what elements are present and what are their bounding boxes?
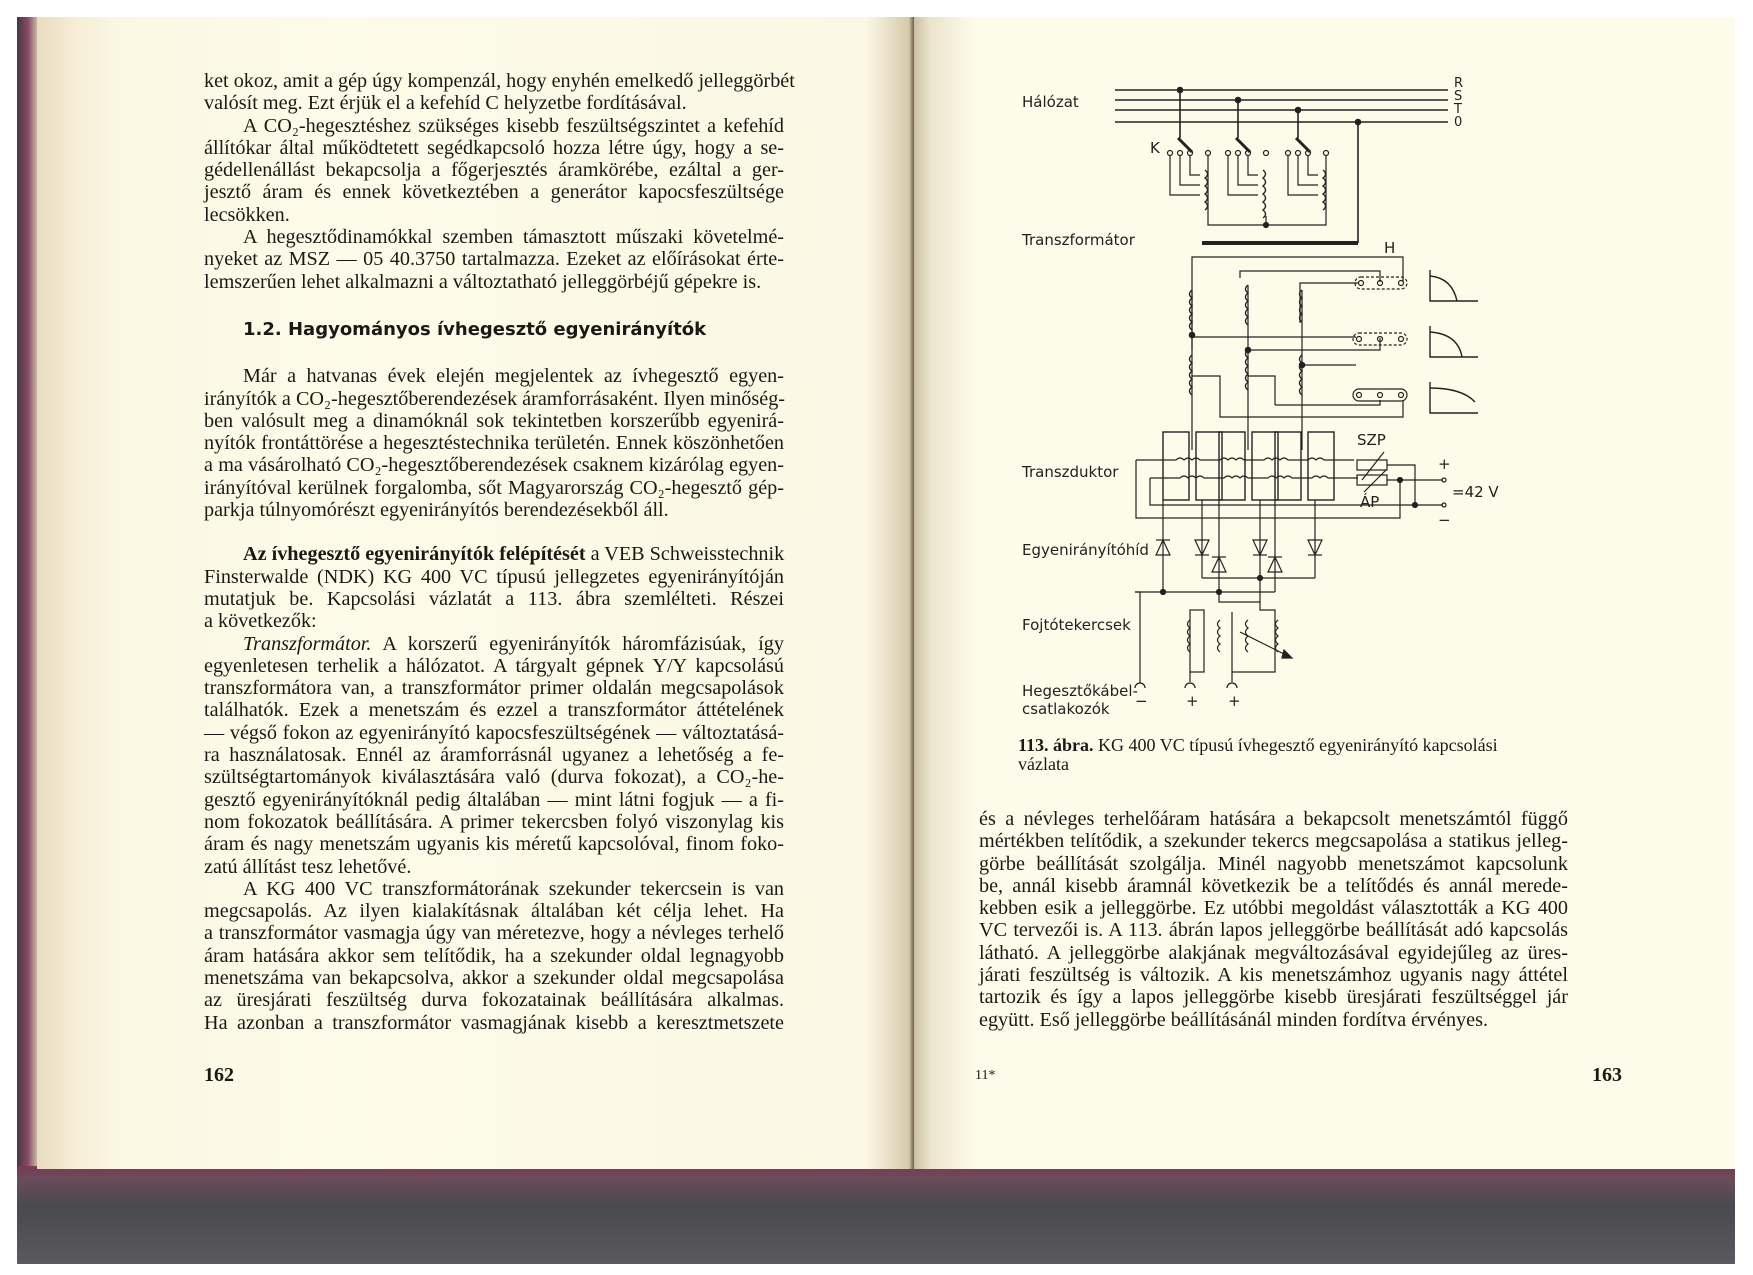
text-line: menetszáma van bekapcsolva, akkor a szekunder oldal megcsapolása (204, 966, 784, 989)
text-line: a következők: (204, 610, 317, 633)
text-line: állítókar által működtetett segédkapcsoló hozza létre úgy, hogy a se- (204, 136, 784, 159)
text-line: zatú állítást tesz lehetővé. (204, 855, 412, 878)
text-line: görbe beállítását szolgálja. Minél nagyobb menetszámot kapcsolunk (979, 852, 1568, 875)
text-line: ket okoz, amit a gép úgy kompenzál, hogy enyhén emelkedő jelleggörbét (204, 70, 795, 92)
text-line: megcsapolás. Az ilyen kialakításnak általában két célja lehet. Ha (204, 900, 784, 923)
text-line: áram és nagy menetszám ugyanis kis méretű kapcsolóval, finom foko- (204, 833, 784, 856)
text-line: mutatjuk be. Kapcsolási vázlatát a 113. ábra szemlélteti. Részei (204, 587, 784, 610)
text-line: nom fokozatok beállítására. A primer tekercsben folyó viszonylag kis (204, 810, 784, 833)
label-plus: + (1438, 455, 1451, 473)
text-line (204, 633, 784, 655)
bold-lead: Az ívhegesztő egyenirányítók felépítését (243, 543, 586, 566)
label-0: 0 (1454, 115, 1463, 130)
connector-minus: − (1135, 692, 1148, 710)
label-voltage: =42 V (1452, 483, 1499, 501)
text-line: az üresjárati feszültség durva fokozatainak beállítására alkalmas. (204, 989, 784, 1012)
tap-switches (1178, 138, 1310, 152)
right-page-text (979, 808, 1568, 1031)
book-cover-bottom (17, 1166, 1735, 1264)
label-transzformator: Transzformátor (1022, 231, 1135, 249)
text-line: egyenletesen terhelik a hálózatot. A tárgyalt gépnek Y/Y kapcsolású (204, 654, 784, 677)
label-h: H (1384, 239, 1396, 257)
label-transzduktor: Transzduktor (1022, 463, 1119, 481)
primary-wiring (1170, 156, 1326, 228)
text-line: be, annál kisebb áramnál következik be a telítődés és annál merede- (979, 874, 1568, 897)
figure-caption (1018, 736, 1578, 774)
text-line: A KG 400 VC transzformátorának szekunder tekercsein is van (243, 877, 784, 900)
text-line: ben valósult meg a dinamóknál sok tekintetben korszerűbb egyenirá- (204, 409, 784, 432)
text-line: találhatók. Ezek a menetszám és ezzel a transzformátor áttételének (204, 699, 784, 722)
label-csatlakozok: csatlakozók (1022, 700, 1110, 718)
label-ap: ÁP (1360, 493, 1380, 511)
secondary-wiring (1192, 257, 1403, 417)
book-cover-edge (17, 17, 37, 1177)
label-r: R (1454, 76, 1464, 91)
text-line: együtt. Eső jelleggörbe beállításánál minden fordítva érvényes. (979, 1008, 1489, 1031)
text-line (204, 543, 784, 565)
connector-plus-1: + (1186, 692, 1199, 710)
circuit-diagram (1000, 60, 1560, 710)
text-line: lemszerűen lehet alkalmazni a változtatható jelleggörbéjű gépekre is. (204, 270, 762, 293)
text-line: irányítóval kerülnek forgalomba, sőt Magyarország CO₂-hegesztő gép- (204, 476, 784, 499)
phase-taps (1178, 88, 1361, 244)
mains-lines (1115, 90, 1448, 122)
text-line: nyítók frontáttörése a hegesztéstechnika területén. Ennek köszönhetően (204, 432, 784, 455)
text-line: kebben esik a jelleggörbe. Ez utóbbi megoldást választották a KG 400 (979, 897, 1568, 920)
text-line: szültségtartományok kiválasztására való (durva fokozat), a CO₂-he- (204, 766, 784, 789)
cable-connectors (1135, 682, 1237, 688)
text-line: lecsökken. (204, 203, 290, 226)
text-line: áram hatására akkor sem telítődik, ha a szekunder oldal legnagyobb (204, 944, 784, 967)
text-run: A korszerű egyenirányítók háromfázisúak, így (371, 632, 784, 655)
text-line: gédellenállást bekapcsolja a főgerjesztés áramkörébe, ezáltal a ger- (204, 159, 784, 182)
label-egyeniranyitohid: Egyenirányítóhíd (1022, 541, 1149, 559)
choke-coils (1135, 578, 1292, 682)
text-run: a VEB Schweisstechnik (585, 543, 785, 566)
caption-line-2: vázlata (1018, 754, 1069, 774)
text-line: VC tervezői is. A 113. ábrán lapos jelleggörbe beállítását adó kapcsolás (979, 919, 1568, 942)
characteristic-curves (1430, 270, 1478, 413)
text-line: Már a hatvanas évek elején megjelentek az ívhegesztő egyen- (243, 365, 784, 388)
text-line: tartozik és így a lapos jelleggörbe kisebb üresjárati feszültséggel jár (979, 986, 1568, 1009)
page-number-left: 162 (204, 1064, 234, 1086)
label-halozat: Hálózat (1022, 93, 1079, 111)
label-hegesztokabel: Hegesztőkábel- (1022, 682, 1138, 700)
text-line: nyeket az MSZ — 05 40.3750 tartalmazza. Ezeket az előírásokat érte- (204, 248, 784, 271)
label-minus: − (1438, 511, 1451, 529)
signature-mark: 11* (975, 1068, 996, 1083)
text-line: gesztő egyenirányítóknál pedig általában — mint látni fogjuk — a fi- (204, 788, 784, 811)
primary-coils (1205, 170, 1326, 218)
text-line: Finsterwalde (NDK) KG 400 VC típusú jellegzetes egyenirányítóján (204, 565, 784, 588)
text-line: a transzformátor vasmagja úgy van méretezve, hogy a névleges terhelő (204, 922, 784, 945)
label-szp: SZP (1357, 431, 1386, 449)
caption-line (1018, 736, 1578, 755)
text-line: irányítók a CO₂-hegesztőberendezések áramforrásaként. Ilyen minőség- (204, 387, 786, 410)
text-line: parkja túlnyomórészt egyenirányítós berendezésekből áll. (204, 499, 669, 522)
label-k: K (1150, 139, 1160, 157)
italic-lead: Transzformátor. (243, 632, 372, 655)
text-line: A hegesztődinamókkal szemben támasztott műszaki követelmé- (243, 226, 784, 249)
rectifier-bridge (1135, 500, 1322, 595)
caption-number: 113. ábra. (1018, 735, 1094, 755)
text-line: és a névleges terhelőáram hatására a bekapcsolt menetszámtól függő (979, 808, 1568, 830)
text-line: ra használatosak. Ennél az áramforrásnál ugyanez a lehetőség a fe- (204, 744, 784, 767)
text-line: — végső fokon az egyenirányító kapocsfeszültségének — változtatásá- (204, 721, 784, 744)
text-line: jesztő áram és ennek következtében a generátor kapocsfeszültsége (204, 181, 784, 204)
label-s: S (1454, 89, 1463, 104)
section-heading: 1.2. Hagyományos ívhegesztő egyenirányítók (243, 318, 707, 340)
label-t: T (1454, 102, 1462, 117)
connector-plus-2: + (1228, 692, 1241, 710)
text-line: látható. A jelleggörbe alakjának megváltozásával egyidejűleg az üres- (979, 941, 1568, 964)
page-number-right: 163 (1592, 1064, 1622, 1086)
text-line: járati feszültség is változik. A kis menetszámhoz ugyanis nagy áttétel (979, 964, 1568, 987)
text-line: Ha azonban a transzformátor vasmagjának kisebb a keresztmetszete (204, 1011, 784, 1034)
label-fojtotekercsek: Fojtótekercsek (1022, 616, 1131, 634)
text-line: mértékben telítődik, a szekunder tekercs megcsapolása a statikus jelleg- (979, 830, 1568, 853)
left-page-text (204, 70, 795, 1034)
text-line: transzformátora van, a transzformátor primer oldalán megcsapolások (204, 677, 784, 700)
caption-text: KG 400 VC típusú ívhegesztő egyenirányító kapcsolási (1093, 735, 1498, 755)
text-line: valósít meg. Ezt érjük el a kefehíd C helyzetbe fordításával. (204, 92, 687, 115)
text-line: A CO₂-hegesztéshez szükséges kisebb feszültségszintet a kefehíd (243, 114, 784, 137)
secondary-coils (1190, 285, 1303, 395)
text-line: a ma vásárolható CO₂-hegesztőberendezések csaknem kizárólag egyen- (204, 454, 784, 477)
